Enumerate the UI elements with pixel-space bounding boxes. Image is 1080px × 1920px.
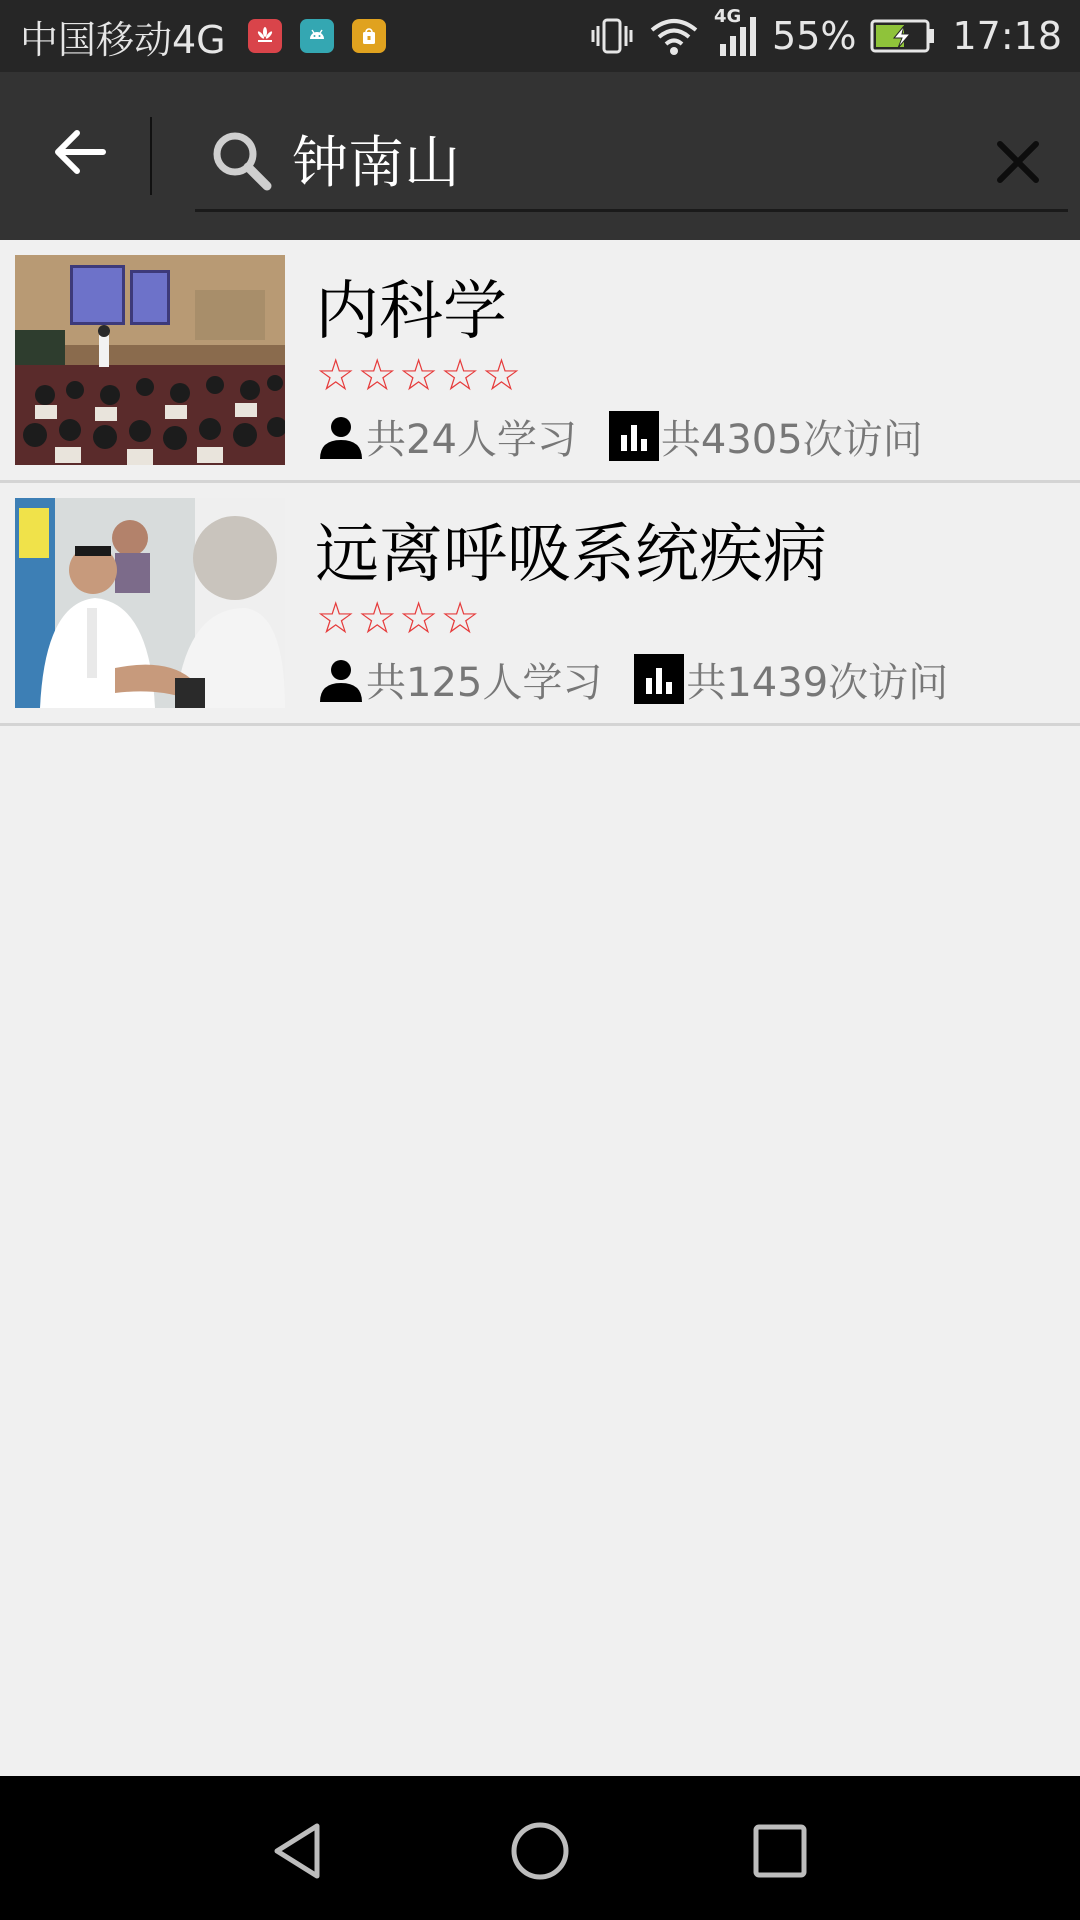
vibrate-icon <box>590 16 634 56</box>
android-app-icon <box>300 19 334 53</box>
search-input[interactable] <box>290 122 930 196</box>
course-thumbnail <box>15 255 285 465</box>
store-app-icon <box>352 19 386 53</box>
course-stats <box>318 653 948 705</box>
back-button[interactable] <box>44 122 114 182</box>
header-divider <box>150 117 152 195</box>
course-stats <box>318 410 923 462</box>
system-nav-bar <box>0 1776 1080 1920</box>
learner-count: 共125人学习 <box>366 659 603 706</box>
search-header <box>0 72 1080 240</box>
clear-search-button[interactable] <box>988 132 1048 192</box>
person-icon <box>318 656 364 702</box>
status-bar <box>0 0 1080 72</box>
course-title: 内科学 <box>315 275 507 349</box>
course-thumbnail <box>15 498 285 708</box>
carrier-label: 中国移动4G <box>20 17 226 62</box>
network-badge: 4G <box>714 6 742 27</box>
rating-stars: ☆☆☆☆☆ <box>316 350 524 401</box>
circle-home-icon[interactable] <box>505 1816 575 1886</box>
battery-charging-icon <box>870 18 936 54</box>
search-results-list <box>0 240 1080 726</box>
huawei-app-icon <box>248 19 282 53</box>
list-item[interactable] <box>0 240 1080 483</box>
close-icon <box>995 139 1041 185</box>
search-box[interactable] <box>195 112 1068 212</box>
bar-chart-icon <box>634 654 684 704</box>
square-recent-icon[interactable] <box>745 1816 815 1886</box>
wifi-icon <box>648 16 700 56</box>
triangle-back-icon[interactable] <box>265 1816 335 1886</box>
course-title: 远离呼吸系统疾病 <box>315 518 827 592</box>
learner-count: 共24人学习 <box>366 416 577 463</box>
rating-stars: ☆☆☆☆ <box>316 593 482 644</box>
visit-count: 共4305次访问 <box>660 416 923 463</box>
cell-signal-icon <box>714 6 762 58</box>
visit-count: 共1439次访问 <box>686 659 949 706</box>
clock: 17:18 <box>952 14 1062 58</box>
list-item[interactable] <box>0 483 1080 726</box>
bar-chart-icon <box>609 411 659 461</box>
arrow-left-icon <box>51 127 107 177</box>
battery-percent: 55% <box>772 14 857 58</box>
magnifier-icon <box>209 128 275 194</box>
person-icon <box>318 413 364 459</box>
